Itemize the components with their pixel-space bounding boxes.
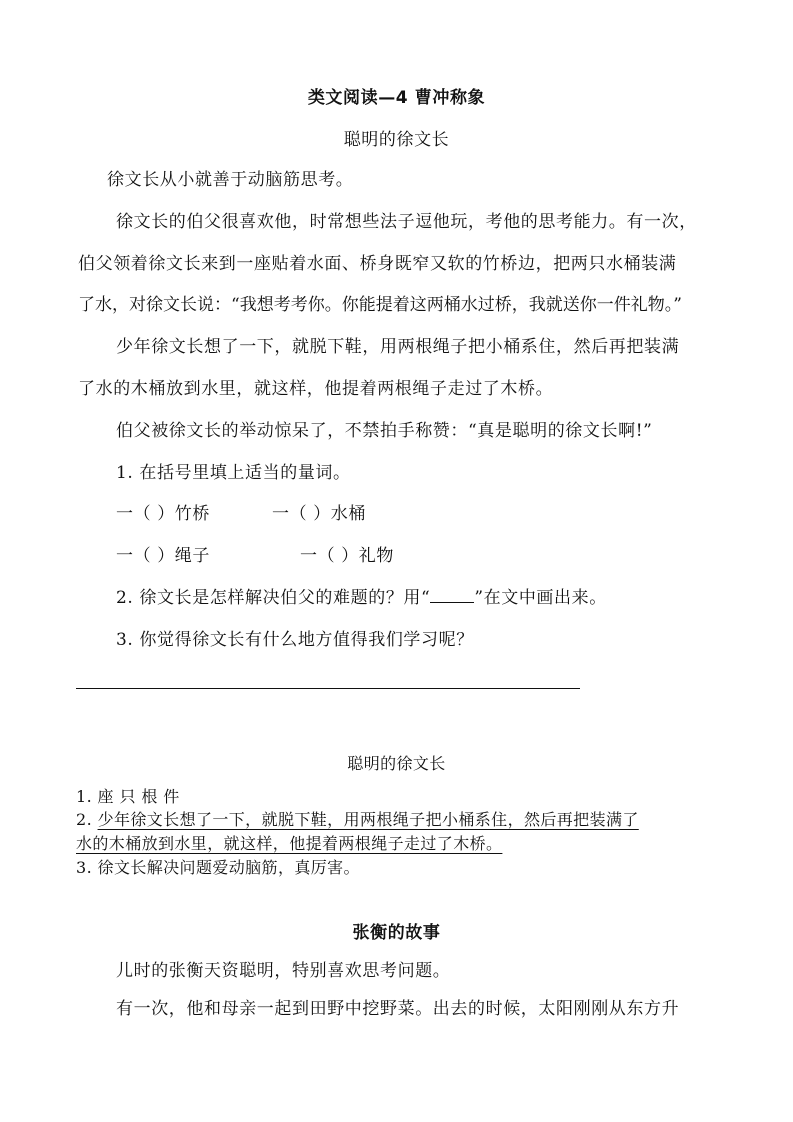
question-1: 1. 在括号里填上适当的量词。: [116, 463, 351, 483]
answer-line: [76, 688, 580, 689]
page-heading: 类文阅读—4 曹冲称象: [307, 88, 486, 108]
question-2-text: 2. 徐文长是怎样解决伯父的难题的？用“: [116, 588, 431, 608]
answer-2-underlined: 少年徐文长想了一下，就脱下鞋，用两根绳子把小桶系住，然后再把装满了: [97, 810, 639, 829]
story1-line: 徐文长从小就善于动脑筋思考。: [107, 170, 354, 190]
story1-line: 伯父被徐文长的举动惊呆了，不禁拍手称赞：“真是聪明的徐文长啊!”: [116, 421, 653, 441]
q1-blank-rope: 一（ ）绳子: [116, 546, 211, 566]
story1-line: 了水，对徐文长说：“我想考考你。你能提着这两桶水过桥，我就送你一件礼物。”: [78, 295, 682, 315]
story1-line: 了水的木桶放到水里，就这样，他提着两根绳子走过了木桥。: [78, 379, 554, 399]
story1-line: 徐文长的伯父很喜欢他，时常想些法子逗他玩，考他的思考能力。有一次，: [116, 212, 697, 232]
question-2-text-end: ”在文中画出来。: [474, 588, 607, 608]
story2-title: 张衡的故事: [352, 923, 441, 943]
story2-line: 有一次，他和母亲一起到田野中挖野菜。出去的时候，太阳刚刚从东方升: [116, 999, 680, 1019]
question-2: [116, 587, 607, 609]
answer-2-number: 2.: [76, 810, 98, 829]
q1-blank-bucket: 一（ ）水桶: [272, 504, 367, 524]
q1-blank-gift: 一（ ）礼物: [300, 546, 395, 566]
story2-line: 儿时的张衡天资聪明，特别喜欢思考问题。: [116, 961, 451, 981]
question-3: 3. 你觉得徐文长有什么地方值得我们学习呢？: [116, 630, 474, 650]
answer-1: 1. 座 只 根 件: [76, 787, 180, 806]
q1-blank-bridge: 一（ ）竹桥: [116, 504, 211, 524]
story1-line: 伯父领着徐文长来到一座贴着水面、桥身既窄又软的竹桥边，把两只水桶装满: [78, 254, 677, 274]
answer-2: [76, 809, 639, 831]
answer-3: 3. 徐文长解决问题爱动脑筋，真厉害。: [76, 858, 360, 877]
underline-sample: [430, 588, 474, 603]
story1-line: 少年徐文长想了一下，就脱下鞋，用两根绳子把小桶系住，然后再把装满: [116, 337, 680, 357]
story1-title: 聪明的徐文长: [343, 130, 450, 150]
answers-title: 聪明的徐文长: [347, 754, 446, 773]
answer-2-continued: 水的木桶放到水里，就这样，他提着两根绳子走过了木桥。: [76, 834, 503, 853]
